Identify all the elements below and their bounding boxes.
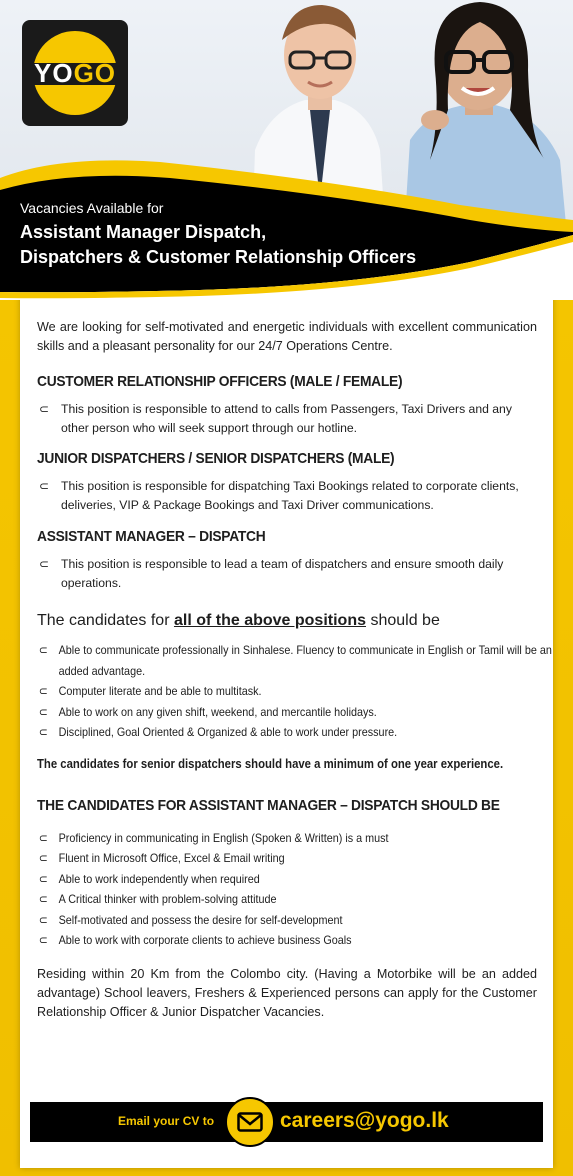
bullet-icon: ⊂ [38, 933, 48, 947]
section-bullet-dispatchers: ⊂ This position is responsible for dispatching Taxi Bookings related to corporate clients, deliveries, VIP & Package Bookings and Taxi Driver communications. [39, 479, 519, 512]
list-item: ⊂ Able to work on any given shift, weekend, and mercantile holidays. [37, 702, 558, 723]
bullet-icon: ⊂ [38, 851, 48, 865]
section-heading-cro: CUSTOMER RELATIONSHIP OFFICERS (MALE / FEMALE) [37, 373, 403, 390]
section-heading-dispatchers: JUNIOR DISPATCHERS / SENIOR DISPATCHERS (MALE) [37, 450, 395, 467]
list-item: ⊂ Proficiency in communicating in English (Spoken & Written) is a must [37, 828, 558, 849]
list-item: ⊂ Able to work with corporate clients to achieve business Goals [37, 930, 558, 951]
ad-content [37, 318, 552, 1022]
logo-text-yo: YO [33, 57, 74, 88]
logo-ring [33, 31, 117, 115]
closing-paragraph: Residing within 20 Km from the Colombo city. (Having a Motorbike will be an added advantage) School leavers, Freshers & Experienced persons can apply for the Customer Relationship Officer & Junior Dispatcher Vacancies. [37, 966, 537, 1019]
section-bullet-am: ⊂ This position is responsible to lead a team of dispatchers and ensure smooth daily operations. [39, 557, 504, 590]
list-item: ⊂ Self-motivated and possess the desire for self-development [37, 910, 558, 931]
am-requirements-heading: THE CANDIDATES FOR ASSISTANT MANAGER – DISPATCH SHOULD BE [37, 796, 500, 814]
am-requirements-list [37, 828, 537, 951]
bullet-icon: ⊂ [38, 830, 48, 845]
bullet-icon: ⊂ [38, 684, 48, 698]
bullet-icon: ⊂ [38, 704, 48, 719]
bullet-icon: ⊂ [38, 643, 48, 657]
intro-paragraph: We are looking for self-motivated and energetic individuals with excellent communication skills and a pleasant personality for our 24/7 Operations Centre. [37, 320, 537, 353]
list-item: ⊂ Able to communicate professionally in Sinhalese. Fluency to communicate in English or Tamil will be an added advantage. [37, 640, 558, 681]
senior-dispatcher-note: The candidates for senior dispatchers should have a minimum of one year experience. [37, 756, 504, 771]
section-heading-am: ASSISTANT MANAGER – DISPATCH [37, 528, 266, 545]
bullet-icon: ⊂ [38, 871, 48, 886]
yogo-logo [22, 20, 128, 126]
header-subtitle: Vacancies Available for [20, 200, 164, 216]
list-item: ⊂ Fluent in Microsoft Office, Excel & Email writing [37, 848, 558, 869]
bullet-icon: ⊂ [39, 402, 50, 416]
candidates-heading: The candidates for all of the above positions should be [37, 612, 440, 629]
list-item: ⊂ Disciplined, Goal Oriented & Organized & able to work under pressure. [37, 722, 558, 743]
section-bullet-cro: ⊂ This position is responsible to attend to calls from Passengers, Taxi Drivers and any other person who will seek support through our hotline. [39, 402, 512, 435]
list-item: ⊂ A Critical thinker with problem-solving attitude [37, 889, 558, 910]
candidates-list [37, 640, 552, 743]
hero-banner [0, 0, 573, 300]
envelope-icon [225, 1097, 275, 1147]
bullet-icon: ⊂ [38, 912, 48, 927]
bullet-icon: ⊂ [38, 892, 48, 906]
email-link[interactable]: careers@yogo.lk [280, 1109, 449, 1132]
header-text [20, 200, 416, 270]
bullet-icon: ⊂ [39, 479, 50, 493]
header-title-line1: Assistant Manager Dispatch, [20, 222, 267, 242]
bullet-icon: ⊂ [39, 557, 50, 571]
logo-text-go: GO [73, 57, 117, 88]
email-label: Email your CV to [118, 1114, 215, 1128]
list-item: ⊂ Able to work independently when required [37, 869, 558, 890]
header-title-line2: Dispatchers & Customer Relationship Officers [20, 247, 417, 267]
list-item: ⊂ Computer literate and be able to multitask. [37, 681, 558, 702]
bullet-icon: ⊂ [38, 725, 48, 739]
